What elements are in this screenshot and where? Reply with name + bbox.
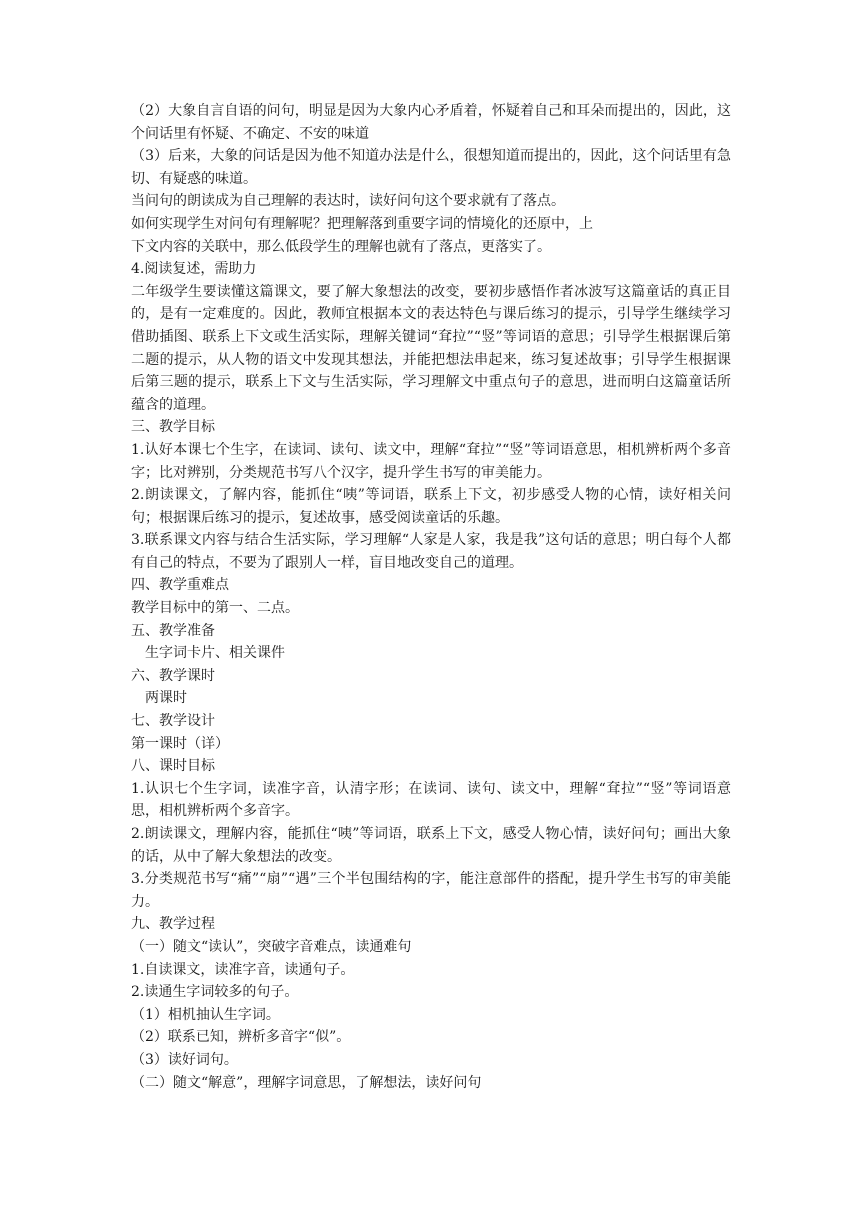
section-subheading: （二）随文“解意”，理解字词意思，了解想法，读好问句 — [131, 1074, 482, 1091]
section-heading: 三、教学目标 — [131, 419, 215, 436]
section-heading: 八、课时目标 — [131, 758, 215, 775]
paragraph-question-analysis-3: （3）后来，大象的问话是因为他不知道办法是什么，很想知道而提出的，因此，这个问话里有急切、有疑惑的味道。 — [131, 148, 731, 187]
section-heading: 四、教学重难点 — [131, 577, 229, 594]
section-heading: 七、教学设计 — [131, 713, 215, 730]
goal-item: 2.朗读课文，了解内容，能抓住“咦”等词语，联系上下文，初步感受人物的心情，读好相关问句；根据课后练习的提示，复述故事，感受阅读童话的乐趣。 — [131, 487, 731, 526]
list-item: （1）相机抽认生字词。 — [131, 1006, 280, 1023]
document-body — [131, 100, 731, 1094]
section-heading: 九、教学过程 — [131, 916, 215, 933]
paragraph-text: 下文内容的关联中，那么低段学生的理解也就有了落点，更落实了。 — [131, 238, 551, 255]
paragraph-text: 教学目标中的第一、二点。 — [131, 600, 299, 617]
goal-item: 1.认好本课七个生字，在读词、读句、读文中，理解“耷拉”“竖”等词语意思，相机辨析两个多音字；比对辨别，分类规范书写八个汉字，提升学生书写的审美能力。 — [131, 441, 731, 481]
list-item: 1.自读课文，读准字音，读通句子。 — [131, 961, 355, 978]
list-item: 2.读通生字词较多的句子。 — [131, 984, 299, 1001]
paragraph-text: 第一课时（详） — [131, 735, 229, 752]
section-subheading: （一）随文“读认”，突破字音难点，读通难句 — [131, 938, 412, 955]
paragraph-text: 如何实现学生对问句有理解呢？把理解落到重要字词的情境化的还原中，上 — [131, 215, 593, 232]
goal-item: 3.分类规范书写“痛”“扇”“遇”三个半包围结构的字，能注意部件的搭配，提升学生书写的审美能力。 — [131, 871, 731, 910]
paragraph-retelling: 二年级学生要读懂这篇课文，要了解大象想法的改变，要初步感悟作者冰波写这篇童话的真正目的，是有一定难度的。因此，教师宜根据本文的表达特色与课后练习的提示，引导学生继续学习借助插图、联系上下文或生活实际，理解关键词“耷拉”“竖”等词语的意思；引导学生根据课后第二题的提示，从人物的语文中发现其想法，并能把想法串起来，练习复述故事；引导学生根据课后第三题的提示，联系上下文与生活实际，学习理解文中重点句子的意思，进而明白这篇童话所蕴含的道理。 — [131, 283, 731, 413]
section-heading: 六、教学课时 — [131, 667, 215, 684]
list-item: （3）读好词句。 — [131, 1051, 238, 1068]
list-item: （2）联系已知，辨析多音字“似”。 — [131, 1029, 351, 1046]
paragraph-text: 当问句的朗读成为自己理解的表达时，读好问句这个要求就有了落点。 — [131, 193, 565, 210]
paragraph-text: 生字词卡片、相关课件 — [145, 645, 285, 662]
paragraph-question-analysis-2: （2）大象自言自语的问句，明显是因为大象内心矛盾着，怀疑着自己和耳朵而提出的，因此，这个问话里有怀疑、不确定、不安的味道 — [131, 103, 731, 142]
goal-item: 1.认识七个生字词，读准字音，认清字形；在读词、读句、读文中，理解“耷拉”“竖”等词语意思，相机辨析两个多音字。 — [131, 780, 731, 820]
section-heading: 五、教学准备 — [131, 622, 215, 639]
goal-item: 2.朗读课文，理解内容，能抓住“咦”等词语，联系上下文，感受人物心情，读好问句；画出大象的话，从中了解大象想法的改变。 — [131, 826, 731, 865]
section-subheading: 4.阅读复述，需助力 — [131, 261, 257, 278]
paragraph-text: 两课时 — [145, 690, 187, 707]
goal-item: 3.联系课文内容与结合生活实际，学习理解“人家是人家，我是我”这句话的意思；明白每个人都有自己的特点，不要为了跟别人一样，盲目地改变自己的道理。 — [131, 532, 731, 571]
